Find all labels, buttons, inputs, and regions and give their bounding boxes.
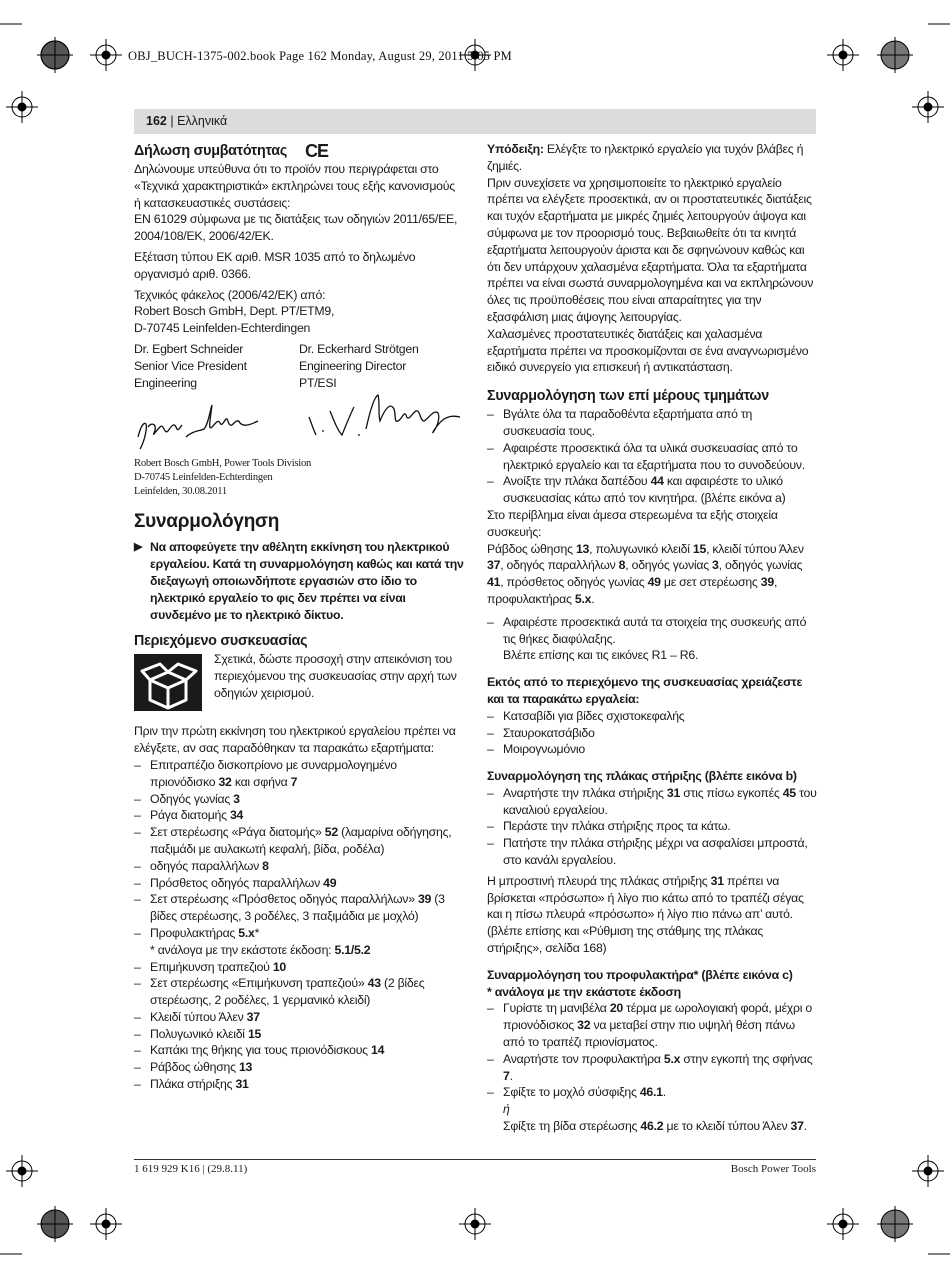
list-item: – Πλάκα στήριξης 31 [134,1076,464,1093]
wrap-text1: Στο περίβλημα είναι άμεσα στερεωμένα τα εξής στοιχεία συσκευής: [487,507,778,539]
plate-list [487,785,817,869]
guard-list [487,1000,817,1101]
footer-code: 1 619 929 K16 | (29.8.11) [134,1163,248,1175]
standards-text: EN 61029 σύμφωνα με τις διατάξεις των οδηγιών 2011/65/EE, 2004/108/EK, 2006/42/EK. [134,212,458,244]
list-item: – Ανοίξτε την πλάκα δαπέδου 44 και αφαιρέστε το υλικό συσκευασίας κάτω από τον κινητήρα. (βλέπε εικόνα a) [487,473,817,507]
tech-address: D-70745 Leinfelden-Echterdingen [134,321,311,336]
list-item: – Αφαιρέστε προσεκτικά αυτά τα στοιχεία της συσκευής από τις θήκες διαφύλαξης. Βλέπε επίσης και τις εικόνες R1 – R6. [487,614,817,664]
footer-divider [134,1159,816,1160]
remove-list [487,614,817,664]
tools-heading: Εκτός από το περιεχόμενο της συσκευασίας χρειάζεστε και τα παρακάτω εργαλεία: [487,675,803,706]
list-item: – Μοιρογνωμόνιο [487,741,817,758]
triangle-bullet-icon: ▶ [134,541,143,554]
list-item: – Αναρτήστε τον προφυλακτήρα 5.x στην εγκοπή της σφήνας 7. [487,1051,817,1085]
ec-exam-text: Εξέταση τύπου ΕΚ αριθ. MSR 1035 από το δηλωμένο οργανισμό αριθ. 0366. [134,249,416,281]
guard-heading: Συναρμολόγηση του προφυλακτήρα* (βλέπε εικόνα c) [487,967,793,982]
list-item: – Πολυγωνικό κλειδί 15 [134,1026,464,1043]
contents-note: Σχετικά, δώστε προσοχή στην απεικόνιση του περιεχόμενου της συσκευασίας στην αρχή των οδηγιών χειρισμού. [214,652,457,700]
assembly-warning: ▶ Να αποφεύγετε την αθέλητη εκκίνηση του ηλεκτρικού εργαλείου. Κατά τη συναρμολόγηση καθώς και κατά την διεξαγωγή οποιωνδήποτε εργασιών στο ίδιο το ηλεκτρικό εργαλείο το φις δεν πρέπει να είναι συνδεμένο με το ηλεκτρικό δίκτυο. [134,540,464,622]
signer2-name: Dr. Eckerhard Strötgen [299,341,419,356]
list-item: – Περάστε την πλάκα στήριξης προς τα κάτω. [487,818,817,835]
list-item: – Πρόσθετος οδηγός παραλλήλων 49 [134,875,464,892]
list-item: – Οδηγός γωνίας 3 [134,791,464,808]
assembly-heading: Συναρμολόγηση [134,511,280,533]
list-item: – Κατσαβίδι για βίδες σχιστοκεφαλής [487,708,817,725]
list-item: – Πατήστε την πλάκα στήριξης μέχρι να ασφαλίσει μπροστά, στο κανάλι εργαλείου. [487,835,817,869]
hint-paragraph: Υπόδειξη: Ελέγξτε το ηλεκτρικό εργαλείο για τυχόν βλάβες ή ζημιές. [487,142,804,173]
header-language: Ελληνικά [177,114,228,128]
company-line1: Robert Bosch GmbH, Power Tools Division [134,458,312,470]
list-item: – Αφαιρέστε προσεκτικά όλα τα υλικά συσκευασίας από το ηλεκτρικό εργαλείο και τα εξαρτήματα που το συνοδεύουν. [487,440,817,474]
list-item: – Ράγα διατομής 34 [134,807,464,824]
company-line3: Leinfelden, 30.08.2011 [134,486,227,498]
plate-note: Η μπροστινή πλευρά της πλάκας στήριξης 31 πρέπει να βρίσκεται «πρόσωπο» ή λίγο πιο κάτω από το τραπέζι σέγας και η πίσω πλευρά «πρόσωπο» ή λίγο πιο πάνω απ’ αυτό. (βλέπε επίσης και «Ρύθμιση της στάθμης της πλάκας στήριξης», σελίδα 168) [487,873,804,956]
hint-label: Υπόδειξη: [487,142,544,156]
tech-file-label: Τεχνικός φάκελος (2006/42/EK) από: [134,287,326,302]
signer1-name: Dr. Egbert Schneider [134,341,244,356]
list-item: – Αναρτήστε την πλάκα στήριξης 31 στις πίσω εγκοπές 45 του καναλιού εργαλείου. [487,785,817,819]
contents-heading: Περιεχόμενο συσκευασίας [134,633,308,650]
list-item: – Σετ στερέωσης «Επιμήκυνση τραπεζιού» 43 (2 βίδες στερέωσης, 2 ροδέλες, 1 γερμανικό κλειδί) [134,975,464,1009]
signer1-title: Senior Vice President [134,358,247,373]
contents-intro: Πριν την πρώτη εκκίνηση του ηλεκτρικού εργαλείου πρέπει να ελέγξετε, αν σας παραδόθηκαν τα παρακάτω εξαρτήματα: [134,724,456,756]
signer2-title: Engineering Director [299,358,407,373]
package-box-icon [134,654,202,711]
or-label: ή [503,1102,510,1117]
list-item: – Σφίξτε το μοχλό σύσφιξης 46.1. [487,1084,817,1101]
page-number: 162 [146,114,167,128]
parts-heading: Συναρμολόγηση των επί μέρους τμημάτων [487,388,769,405]
left-column [134,141,464,1093]
check-paragraph: Πριν συνεχίσετε να χρησιμοποιείτε το ηλεκτρικό εργαλείο πρέπει να ελέγξετε προσεκτικά, αν οι προστατευτικές διατάξεις και τυχόν εξαρτήματα με μικρές ζημιές λειτουργούν άψογα και σύμφωνα με τον προορισμό τους. Βεβαιωθείτε ότι τα κινητά εξαρτήματα λειτουργούν άριστα και δε σφηνώνουν καθώς και ότι δεν υπάρχουν χαλασμένα εξαρτήματα. Όλα τα εξαρτήματα πρέπει να είναι σωστά συναρμολογημένα και να εκπληρώνουν όλες τις προϋποθέσεις που είναι απαραίτητες για την εξασφάλιση μιας άψογης λειτουργίας. [487,175,814,324]
list-item: – Επιτραπέζιο δισκοπρίονο με συναρμολογημένο πριονόδισκο 32 και σφήνα 7 [134,757,464,791]
list-item: – Σετ στερέωσης «Ράγα διατομής» 52 (λαμαρίνα οδήγησης, παξιμάδι με αυλακωτή κεφαλή, βίδα, ροδέλα) [134,824,464,858]
list-item: – Ράβδος ώθησης 13 [134,1059,464,1076]
footer-brand: Bosch Power Tools [730,1163,816,1175]
damaged-paragraph: Χαλασμένες προστατευτικές διατάξεις και χαλασμένα εξαρτήματα πρέπει να προσκομίζονται σε ένα αναγνωρισμένο ειδικό συνεργείο για επισκευή ή αντικατάσταση. [487,326,809,375]
signer2-dept: PT/ESI [299,375,337,390]
conformity-heading: Δήλωση συμβατότητας CE [134,141,329,161]
signatures-image [134,391,464,453]
list-item: – Προφυλακτήρας 5.x* * ανάλογα με την εκάστοτε έκδοση: 5.1/5.2 [134,925,464,959]
right-column [487,141,817,1135]
page-header: 162 | Ελληνικά [134,109,816,134]
wrap-parts-paragraph: Ράβδος ώθησης 13, πολυγωνικό κλειδί 15, κλειδί τύπου Άλεν 37, οδηγός παραλλήλων 8, οδηγός γωνίας 3, οδηγός γωνίας 41, πρόσθετος οδηγός γωνίας 49 με σετ στερέωσης 39, προφυλακτήρας 5.x. [487,541,804,606]
list-item: – οδηγός παραλλήλων 8 [134,858,464,875]
tools-list [487,708,817,758]
list-item: – Επιμήκυνση τραπεζιού 10 [134,959,464,976]
parts-list [487,406,817,507]
list-item: – Γυρίστε τη μανιβέλα 20 τέρμα με ωρολογιακή φορά, μέχρι ο πριονόδισκος 32 να μεταβεί στην πιο υψηλή θέση πάνω από το τραπέζι πριονίσματος. [487,1000,817,1050]
contents-note-block [134,651,464,715]
guard-subtitle: * ανάλογα με την εκάστοτε έκδοση [487,984,681,999]
list-item: – Σταυροκατσάβιδο [487,725,817,742]
contents-list [134,757,464,1093]
plate-heading: Συναρμολόγηση της πλάκας στήριξης (βλέπε εικόνα b) [487,769,797,784]
ce-mark-icon: CE [305,141,329,161]
last-instruction: Σφίξτε τη βίδα στερέωσης 46.2 με το κλειδί τύπου Άλεν 37. [503,1119,807,1134]
list-item: – Κλειδί τύπου Άλεν 37 [134,1009,464,1026]
list-item: – Σετ στερέωσης «Πρόσθετος οδηγός παραλλήλων» 39 (3 βίδες στερέωσης, 3 ροδέλες, 3 παξιμάδια με μοχλό) [134,891,464,925]
tech-company: Robert Bosch GmbH, Dept. PT/ETM9, [134,304,335,319]
signer1-dept: Engineering [134,375,197,390]
company-line2: D-70745 Leinfelden-Echterdingen [134,472,273,484]
list-item: – Καπάκι της θήκης για τους πριονόδισκους 14 [134,1042,464,1059]
list-item: – Βγάλτε όλα τα παραδοθέντα εξαρτήματα από τη συσκευασία τους. [487,406,817,440]
print-info: OBJ_BUCH-1375-002.book Page 162 Monday, August 29, 2011 5:05 PM [128,49,512,63]
conformity-text: Δηλώνουμε υπεύθυνα ότι το προϊόν που περιγράφεται στο «Τεχνικά χαρακτηριστικά» εκπληρώνει τους εξής κανονισμούς ή κατασκευαστικές συστάσεις: [134,162,455,210]
signers [134,341,464,391]
